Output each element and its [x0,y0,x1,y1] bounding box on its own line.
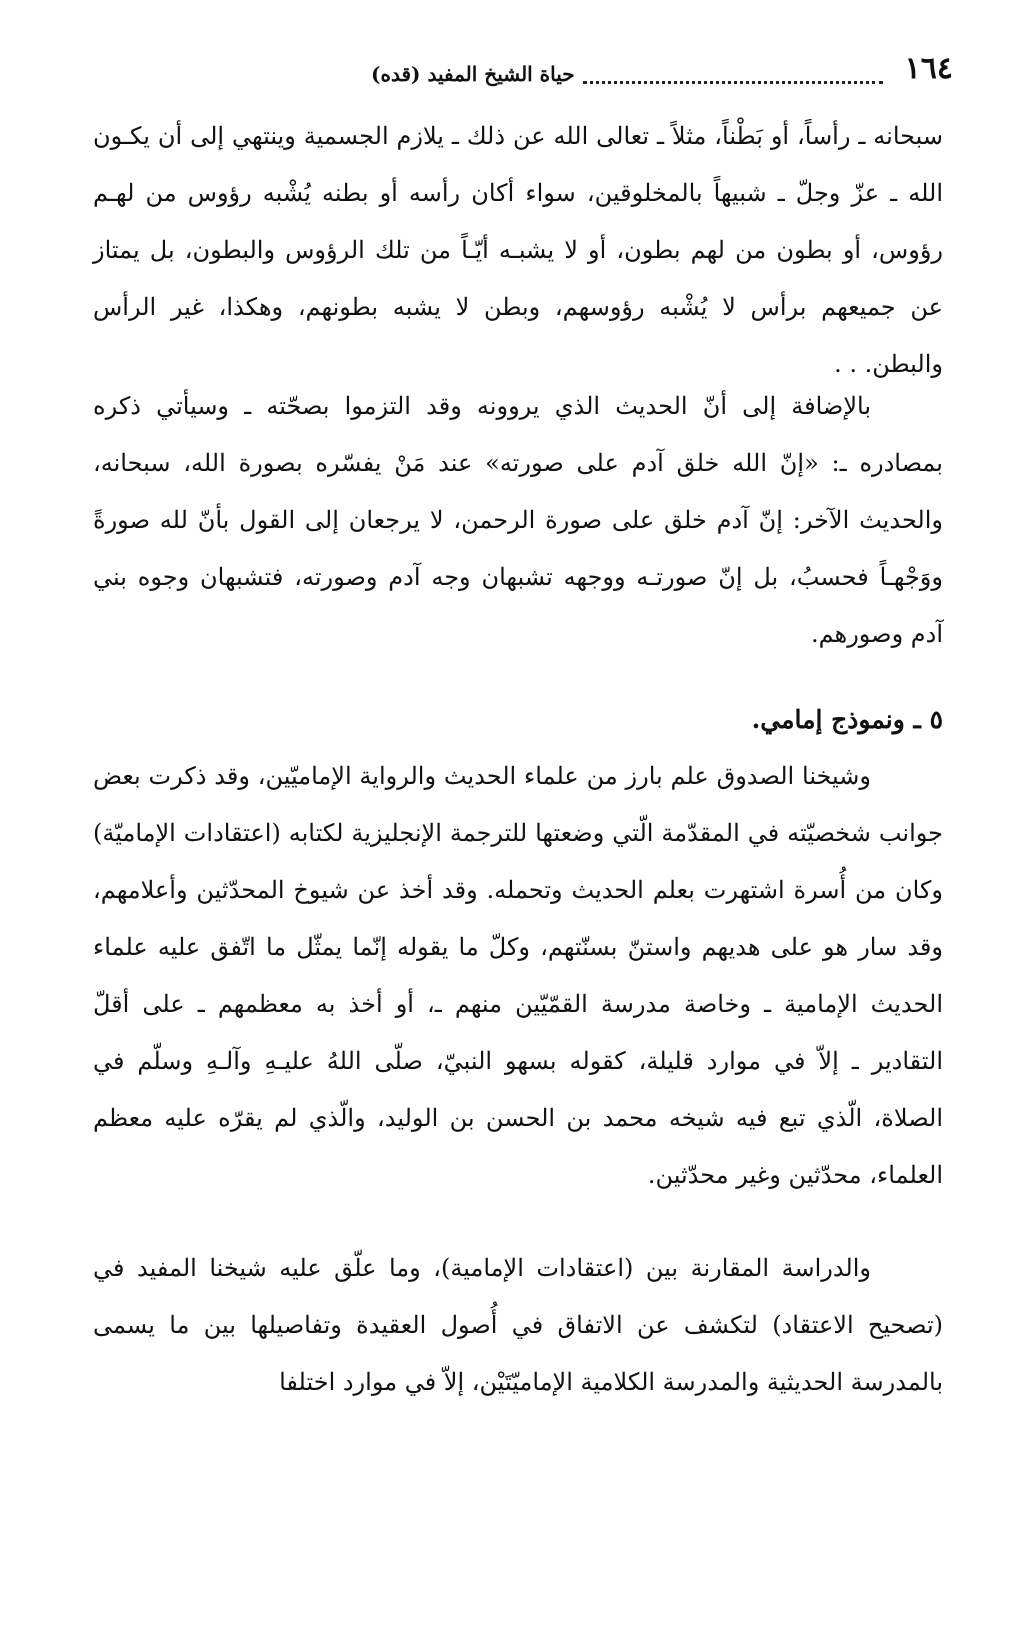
running-title: حياة الشيخ المفيد (قده) [371,62,575,86]
paragraph: وشيخنا الصدوق علم بارز من علماء الحديث والرواية الإماميّين، وقد ذكرت بعض جوانب شخصيّته في المقدّمة الّتي وضعتها للترجمة الإنجليزية لكتابه (اعتقادات الإماميّة) وكان من أُسرة اشتهرت بعلم الحديث وتحمله. وقد أخذ عن شيوخ المحدّثين وأعلامهم، وقد سار هو على هديهم واستنّ بسنّتهم، وكلّ ما يقوله إنّما يمثّل ما اتّفق عليه علماء الحديث الإمامية ـ وخاصة مدرسة القمّيّين منهم ـ، أو أخذ به معظمهم ـ على أقلّ التقادير ـ إلاّ في موارد قليلة، كقوله بسهو النبيّ، صلّى اللهُ عليـهِ وآلـهِ وسلّم في الصلاة، الّذي تبع فيه شيخه محمد بن الحسن بن الوليد، والّذي لم يقرّه عليه معظم العلماء، محدّثين وغير محدّثين. [93,762,943,1189]
paragraph: سبحانه ـ رأساً، أو بَطْناً، مثلاً ـ تعالى الله عن ذلك ـ يلازم الجسمية وينتهي إلى أن يكـون الله ـ عزّ وجلّ ـ شبيهاً بالمخلوقين، سواء أكان رأسه أو بطنه يُشْبه رؤوس من لهـم رؤوس، أو بطون من لهم بطون، أو لا يشبـه أيّـاً من تلك الرؤوس والبطون، بل يمتاز عن جميعهم برأس لا يُشْبه رؤوسهم، وبطن لا يشبه بطونهم، وهكذا، غير الرأس والبطن. . . [93,122,943,378]
page-number: ١٦٤ [904,51,953,86]
paragraph-block [93,108,943,393]
page-header [93,44,953,84]
paragraph-block [93,378,943,663]
section-heading: ٥ ـ ونموذج إمامي. [751,705,943,734]
paragraph: والدراسة المقارنة بين (اعتقادات الإمامية)، وما علّق عليه شيخنا المفيد في (تصحيح الاعتقاد) لتكشف عن الاتفاق في أُصول العقيدة وتفاصيلها بين ما يسمى بالمدرسة الحديثية والمدرسة الكلامية الإماميّتَيْن، إلاّ في موارد اختلفا [93,1254,943,1396]
paragraph-block [93,1240,943,1411]
paragraph-block [93,748,943,1204]
header-dot-leader [583,67,883,84]
paragraph: بالإضافة إلى أنّ الحديث الذي يروونه وقد التزموا بصحّته ـ وسيأتي ذكره بمصادره ـ: «إنّ الله خلق آدم على صورته» عند مَنْ يفسّره بصورة الله، سبحانه، والحديث الآخر: إنّ آدم خلق على صورة الرحمن، لا يرجعان إلى القول بأنّ لله صورةً ووَجْهـاً فحسبُ، بل إنّ صورتـه ووجهه تشبهان وجه آدم وصورته، فتشبهان وجوه بني آدم وصورهم. [93,392,944,648]
